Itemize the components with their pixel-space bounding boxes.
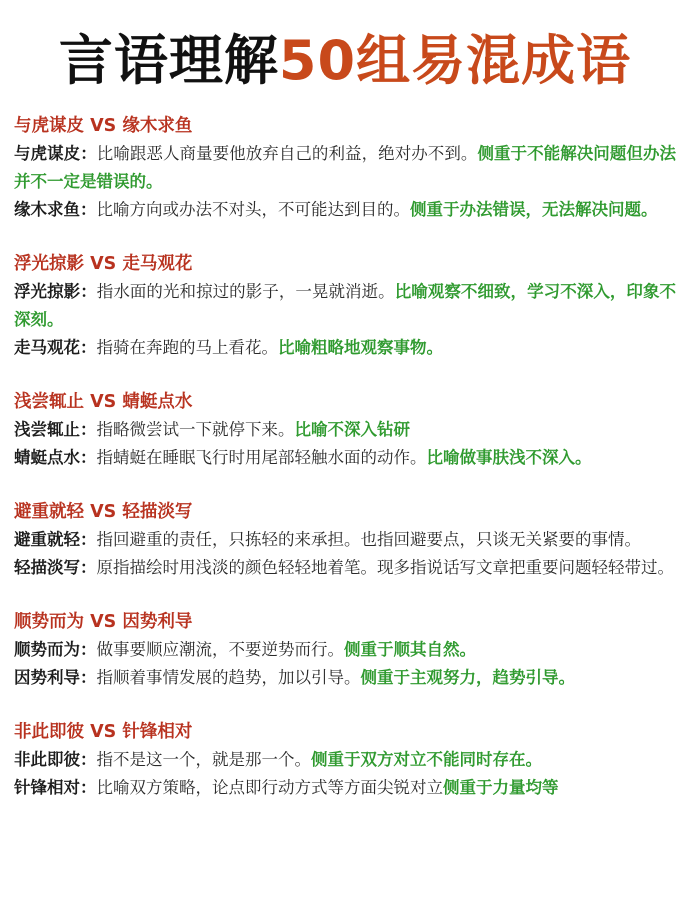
idiom-entry [14, 278, 676, 334]
idiom-note: 侧重于不能解决问题但办法并不一定是错误的。 [14, 144, 677, 191]
idiom-definition: 比喻双方策略，论点即行动方式等方面尖锐对立 [96, 778, 443, 797]
idiom-term: 因势利导： [14, 668, 97, 687]
group-heading: 避重就轻 VS 轻描淡写 [14, 502, 193, 522]
idiom-definition: 指骑在奔跑的马上看花。 [96, 338, 278, 357]
idiom-definition: 指回避重的责任，只拣轻的来承担。也指回避要点，只谈无关紧要的事情。 [96, 530, 641, 549]
title-highlight: 50组易混成语 [278, 28, 632, 92]
idiom-note: 侧重于双方对立不能同时存在。 [311, 750, 542, 769]
idiom-note: 侧重于顺其自然。 [344, 640, 476, 659]
group-heading: 浮光掠影 VS 走马观花 [14, 254, 193, 274]
idiom-term: 针锋相对： [14, 778, 97, 797]
idiom-entry [14, 774, 676, 802]
idiom-entry [14, 196, 676, 224]
idiom-definition: 指水面的光和掠过的影子，一晃就消逝。 [96, 282, 395, 301]
idiom-entry [14, 416, 676, 444]
idiom-definition: 指不是这一个，就是那一个。 [96, 750, 311, 769]
idiom-term: 蜻蜓点水： [14, 448, 97, 467]
idiom-entry [14, 746, 676, 774]
group-heading: 非此即彼 VS 针锋相对 [14, 722, 193, 742]
idiom-entry [14, 664, 676, 692]
page-title [14, 0, 676, 112]
idiom-entry [14, 334, 676, 362]
idiom-definition: 指顺着事情发展的趋势，加以引导。 [96, 668, 361, 687]
idiom-term: 浮光掠影： [14, 282, 97, 301]
idiom-term: 顺势而为： [14, 640, 97, 659]
idiom-term: 轻描淡写： [14, 558, 97, 577]
idiom-note: 比喻观察不细致，学习不深入，印象不深刻。 [14, 282, 677, 329]
idiom-entry [14, 526, 676, 554]
idiom-entry [14, 554, 676, 582]
idiom-note: 侧重于力量均等 [443, 778, 559, 797]
group-heading: 与虎谋皮 VS 缘木求鱼 [14, 116, 193, 136]
idiom-term: 非此即彼： [14, 750, 97, 769]
idiom-note: 比喻做事肤浅不深入。 [426, 448, 592, 467]
idiom-definition: 指蜻蜓在睡眠飞行时用尾部轻触水面的动作。 [96, 448, 427, 467]
title-main: 言语理解 [58, 28, 279, 92]
idiom-definition: 原指描绘时用浅淡的颜色轻轻地着笔。现多指说话写文章把重要问题轻轻带过。 [96, 558, 674, 577]
idiom-group-2 [14, 250, 676, 362]
idiom-entry [14, 444, 676, 472]
idiom-group-4 [14, 498, 676, 582]
idiom-note: 比喻粗略地观察事物。 [278, 338, 443, 357]
idiom-definition: 比喻方向或办法不对头，不可能达到目的。 [96, 200, 410, 219]
idiom-note: 侧重于主观努力，趋势引导。 [360, 668, 575, 687]
idiom-group-1 [14, 112, 676, 224]
idiom-term: 避重就轻： [14, 530, 97, 549]
idiom-entry [14, 140, 676, 196]
idiom-term: 与虎谋皮： [14, 144, 97, 163]
idiom-definition: 指略微尝试一下就停下来。 [96, 420, 295, 439]
idiom-note: 侧重于办法错误，无法解决问题。 [410, 200, 658, 219]
idiom-definition: 比喻跟恶人商量要他放弃自己的利益，绝对办不到。 [96, 144, 478, 163]
idiom-term: 缘木求鱼： [14, 200, 97, 219]
group-heading: 浅尝辄止 VS 蜻蜓点水 [14, 392, 193, 412]
idiom-definition: 做事要顺应潮流，不要逆势而行。 [96, 640, 344, 659]
idiom-group-6 [14, 718, 676, 802]
idiom-note: 比喻不深入钻研 [294, 420, 410, 439]
idiom-group-3 [14, 388, 676, 472]
idiom-entry [14, 636, 676, 664]
idiom-group-5 [14, 608, 676, 692]
idiom-term: 走马观花： [14, 338, 97, 357]
idiom-term: 浅尝辄止： [14, 420, 97, 439]
group-heading: 顺势而为 VS 因势利导 [14, 612, 193, 632]
